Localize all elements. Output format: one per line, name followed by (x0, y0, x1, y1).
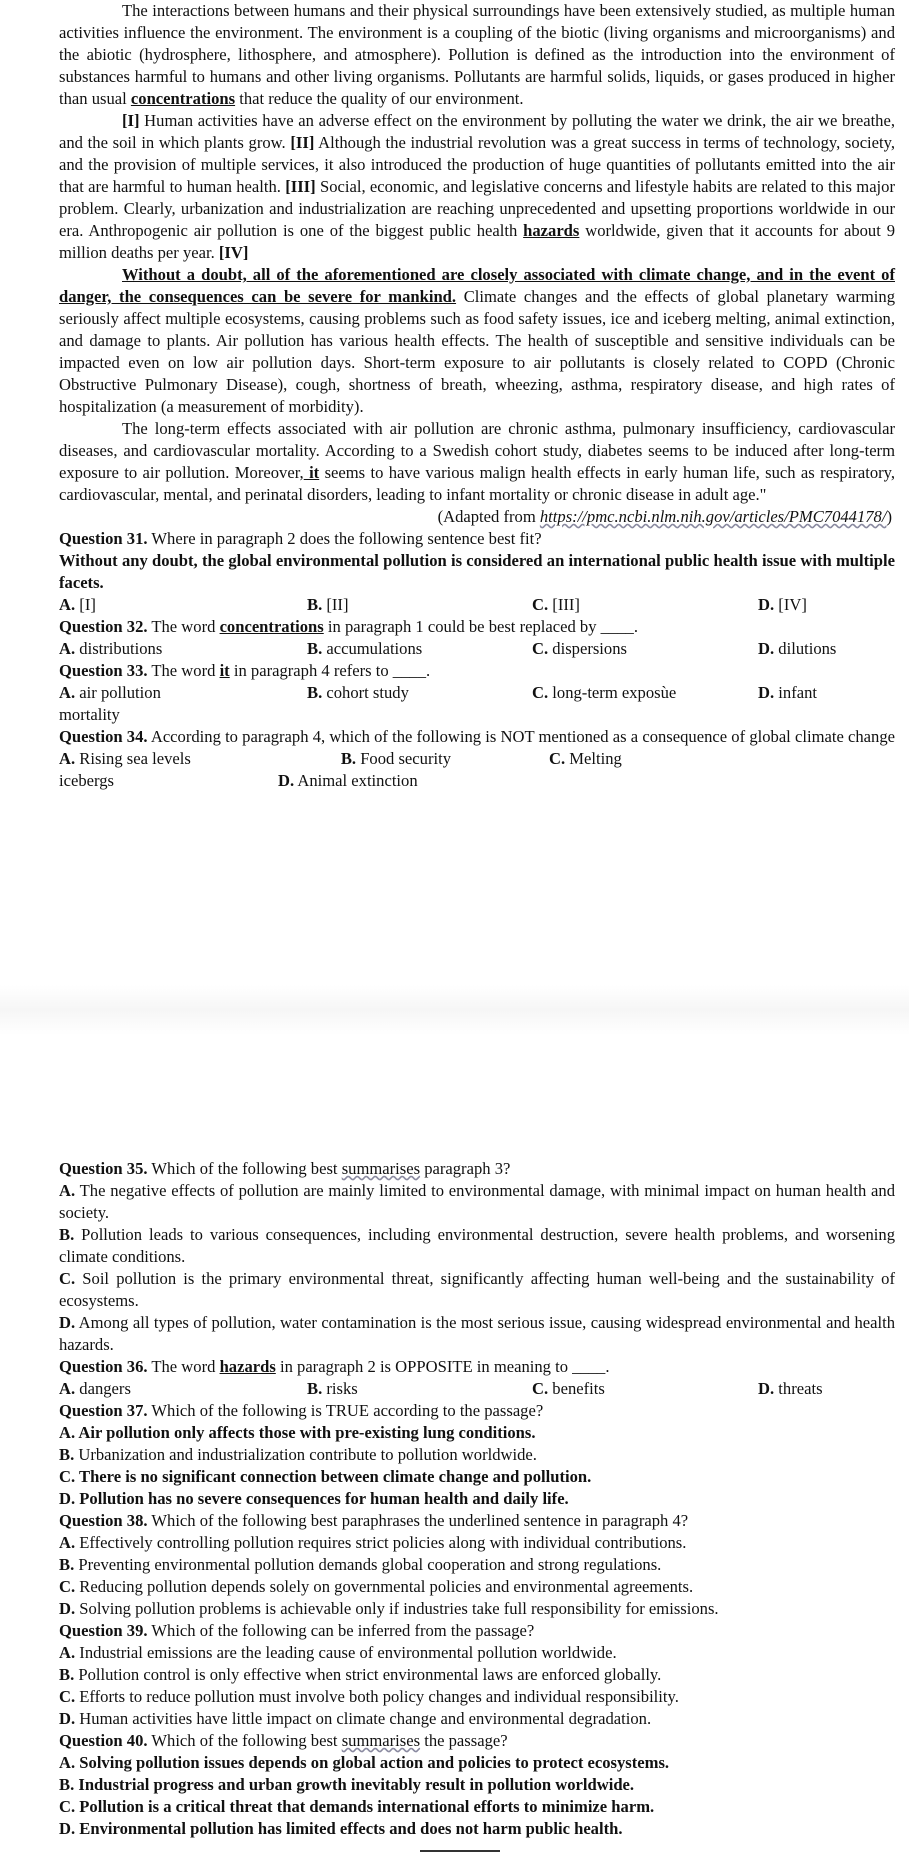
option-a[interactable]: A. air pollution (59, 683, 161, 702)
question-33-options (59, 682, 895, 704)
question-32: Question 32. The word concentrations in paragraph 1 could be best replaced by ____. (59, 617, 638, 636)
option-a[interactable]: A. Air pollution only affects those with pre-existing lung conditions. (59, 1423, 536, 1442)
option-c[interactable]: C. There is no significant connection between climate change and pollution. (59, 1467, 592, 1486)
cut-off-rule (420, 1850, 500, 1857)
option-c[interactable]: C. long-term exposùe (532, 683, 677, 702)
question-37: Question 37. Which of the following is TRUE according to the passage? (59, 1401, 544, 1420)
option-b[interactable]: B. Pollution leads to various consequences, including environmental destruction, severe health problems, and worsening climate conditions. (59, 1225, 895, 1266)
question-31-sentence: Without any doubt, the global environmental pollution is considered an international public health issue with multiple facets. (59, 551, 895, 592)
option-b[interactable]: B. Industrial progress and urban growth inevitably result in pollution worldwide. (59, 1775, 635, 1794)
paragraph-4: The long-term effects associated with air pollution are chronic asthma, pulmonary insufficiency, cardiovascular diseases, and cardiovascular mortality. According to a Swedish cohort study, diabetes seems to be induced after long-term exposure to air pollution. Moreover, it seems to have various malign health effects in early human life, such as respiratory, cardiovascular, mental, and perinatal disorders, leading to infant mortality or chronic disease in adult age." (59, 419, 896, 504)
option-d[interactable]: D. threats (758, 1379, 823, 1398)
question-39: Question 39. Which of the following can be inferred from the passage? (59, 1621, 535, 1640)
underlined-sentence: Without a doubt, all of the aforementioned are closely associated with climate change, and in the event of danger, the consequences can be severe for mankind. (59, 265, 895, 306)
question-40: Question 40. Which of the following best summarises the passage? (59, 1731, 508, 1750)
option-a[interactable]: A. [I] (59, 595, 96, 614)
paragraph-2: [I] Human activities have an adverse effect on the environment by polluting the water we drink, the air we breathe, and the soil in which plants grow. [II] Although the industrial revolution was a great success in terms of technology, society, and the provision of multiple services, it also introduced the production of huge quantities of pollutants emitted into the air that are harmful to human health. [III] Social, economic, and legislative concerns and lifestyle habits are related to this major problem. Clearly, urbanization and industrialization are reaching unprecedented and upsetting proportions worldwide in our era. Anthropogenic air pollution is one of the biggest public health hazards worldwide, given that it accounts for about 9 million deaths per year. [IV] (59, 111, 896, 262)
page-break (0, 985, 909, 1035)
question-35: Question 35. Which of the following best summarises paragraph 3? (59, 1159, 511, 1178)
question-34: Question 34. According to paragraph 4, which of the following is NOT mentioned as a consequence of global climate change A. Rising sea levels B. Food security C. Melting (59, 727, 895, 768)
option-d[interactable]: D. dilutions (758, 639, 837, 658)
option-b[interactable]: B. [II] (307, 595, 349, 614)
option-c[interactable]: C. [III] (532, 595, 580, 614)
question-36: Question 36. The word hazards in paragraph 2 is OPPOSITE in meaning to ____. (59, 1357, 610, 1376)
question-32-options (59, 638, 895, 660)
source-citation: (Adapted from https://pmc.ncbi.nlm.nih.gov/articles/PMC7044178/) (437, 507, 892, 526)
option-c[interactable]: C. benefits (532, 1379, 605, 1398)
option-a[interactable]: A. Solving pollution issues depends on global action and policies to protect ecosystems. (59, 1753, 670, 1772)
option-a[interactable]: A. distributions (59, 639, 163, 658)
option-b[interactable]: B. Urbanization and industrialization contribute to pollution worldwide. (59, 1445, 537, 1464)
option-c[interactable]: C. Reducing pollution depends solely on governmental policies and environmental agreements. (59, 1577, 694, 1596)
question-33: Question 33. The word it in paragraph 4 refers to ____. (59, 661, 431, 680)
option-b[interactable]: B. Pollution control is only effective when strict environmental laws are enforced globally. (59, 1665, 662, 1684)
question-36-options (59, 1378, 895, 1400)
option-c[interactable]: C. Soil pollution is the primary environmental threat, significantly affecting human well-being and the sustainability of ecosystems. (59, 1269, 895, 1310)
question-34-wrap: icebergs D. Animal extinction (59, 771, 418, 790)
option-a[interactable]: A. Industrial emissions are the leading cause of environmental pollution worldwide. (59, 1643, 617, 1662)
option-d[interactable]: D. Pollution has no severe consequences for human health and daily life. (59, 1489, 569, 1508)
option-d[interactable]: D. Among all types of pollution, water contamination is the most serious issue, causing widespread environmental and health hazards. (59, 1313, 896, 1354)
option-a[interactable]: A. The negative effects of pollution are mainly limited to environmental damage, with minimal impact on human health and society. (59, 1181, 896, 1222)
question-38: Question 38. Which of the following best paraphrases the underlined sentence in paragraph 4? (59, 1511, 689, 1530)
question-31: Question 31. Where in paragraph 2 does the following sentence best fit? (59, 529, 542, 548)
option-d[interactable]: D. Environmental pollution has limited effects and does not harm public health. (59, 1819, 623, 1838)
option-b[interactable]: B. risks (307, 1379, 358, 1398)
option-b[interactable]: B. accumulations (307, 639, 423, 658)
option-c[interactable]: C. Efforts to reduce pollution must involve both policy changes and individual responsibility. (59, 1687, 679, 1706)
option-c[interactable]: C. Pollution is a critical threat that demands international efforts to minimize harm. (59, 1797, 655, 1816)
option-b[interactable]: B. cohort study (307, 683, 409, 702)
option-d[interactable]: D. Human activities have little impact on climate change and environmental degradation. (59, 1709, 652, 1728)
option-d[interactable]: D. Solving pollution problems is achievable only if industries take full responsibility for emissions. (59, 1599, 719, 1618)
option-d[interactable]: D. [IV] (758, 595, 807, 614)
questions-continued (59, 1158, 895, 1840)
option-b[interactable]: B. Preventing environmental pollution demands global cooperation and strong regulations. (59, 1555, 662, 1574)
question-33-wrap: mortality (59, 705, 120, 724)
question-31-options (59, 594, 895, 616)
reading-passage (59, 0, 895, 792)
option-a[interactable]: A. dangers (59, 1379, 131, 1398)
option-c[interactable]: C. dispersions (532, 639, 627, 658)
option-d[interactable]: D. infant (758, 683, 818, 702)
paragraph-3: Without a doubt, all of the aforementioned are closely associated with climate change, and in the event of danger, the consequences can be severe for mankind. Climate changes and the effects of global planetary warming seriously affect multiple ecosystems, causing problems such as food safety issues, ice and iceberg melting, animal extinction, and damage to plants. Air pollution has various health effects. The health of susceptible and sensitive individuals can be impacted even on low air pollution days. Short-term exposure to air pollutants is closely related to COPD (Chronic Obstructive Pulmonary Disease), cough, shortness of breath, wheezing, asthma, respiratory disease, and high rates of hospitalization (a measurement of morbidity). (59, 265, 895, 416)
option-a[interactable]: A. Effectively controlling pollution requires strict policies along with individual contributions. (59, 1533, 687, 1552)
paragraph-1: The interactions between humans and their physical surroundings have been extensively studied, as multiple human activities influence the environment. The environment is a coupling of the biotic (living organisms and microorganisms) and the abiotic (hydrosphere, lithosphere, and atmosphere). Pollution is defined as the introduction into the environment of substances harmful to humans and other living organisms. Pollutants are harmful solids, liquids, or gases produced in higher than usual concentrations that reduce the quality of our environment. (59, 1, 895, 108)
